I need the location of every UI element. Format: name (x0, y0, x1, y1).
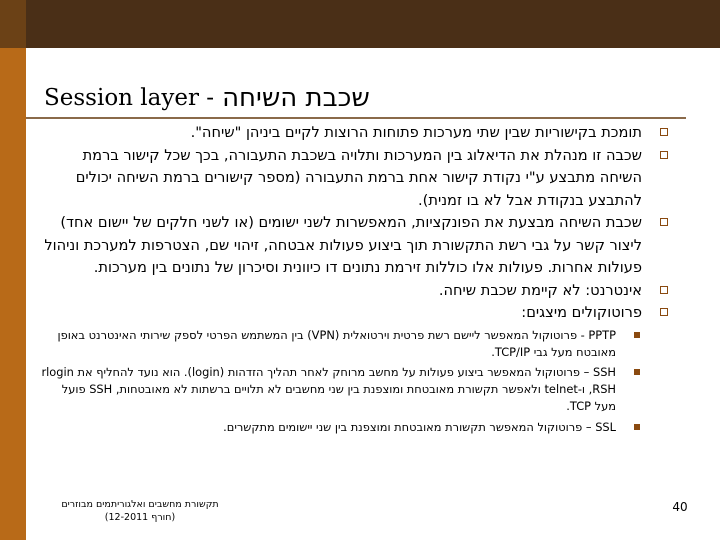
bullet-item (40, 212, 670, 280)
slide-title (44, 78, 664, 118)
bullet-text: שכבת השיחה מבצעת את הפונקציות, המאפשרות לשני ישומים (או לשני חלקים של יישום אחד) ליצור קשר על גבי רשת התקשורת תוך ביצוע פעולות אבטחה, זיהוי שם, הצטרפות למערכת וניהול פעולות אחרות. פעולות אלו כוללות זירמת נתונים דו כיוונית וסיכרון של נתונים בין מערכות. (44, 214, 642, 276)
corner-decorative-block (0, 0, 26, 48)
sub-bullet-text: PPTP - פרוטוקול המאפשר ליישם רשת פרטית וירטואלית (VPN) בין המשתמש הפרטי לספק שירותי האינטרנט באופן מאובטח מעל גבי TCP/IP. (57, 327, 616, 359)
bullet-text: פרוטוקולים מיצגים: (521, 304, 642, 321)
footer-course-info (40, 498, 240, 524)
slide-title-english: Session layer - (44, 85, 215, 111)
left-decorative-bar (0, 0, 26, 540)
square-bullet-icon (660, 128, 668, 136)
slide-content (40, 122, 670, 452)
bullet-item (40, 122, 670, 145)
filled-square-bullet-icon (634, 369, 640, 375)
top-decorative-bar (0, 0, 720, 48)
slide-title-hebrew: שכבת השיחה (222, 83, 370, 113)
title-divider (26, 117, 686, 119)
sub-bullet-item (40, 327, 670, 361)
sub-bullet-list (40, 327, 670, 436)
bullet-item (40, 145, 670, 213)
bullet-item (40, 280, 670, 303)
footer-term: (חורף 12-2011) (104, 512, 176, 523)
bullet-list (40, 122, 670, 325)
square-bullet-icon (660, 286, 668, 294)
bullet-item (40, 302, 670, 325)
sub-bullet-text: SSH – פרוטוקול המאפשר ביצוע פעולות על מחשב מרוחק לאחר תהליך הזדהות (login). הוא נועד להחליף את rlogin ,RSH ו-telnet ולאפשר תקשורת מאובטחת ומוצפנת בין שני מחשבים לא תלויים ברשתות לא מאובטחות, SSH פועל מעל TCP. (41, 364, 616, 414)
bullet-text: אינטרנט: לא קיימת שכבת שיחה. (438, 281, 642, 299)
square-bullet-icon (660, 308, 668, 316)
square-bullet-icon (660, 151, 668, 159)
page-number: 40 (672, 500, 688, 514)
bullet-text: שכבה זו מנהלת את הדיאלוג בין המערכות ותלויה בשכבת התעבורה, בכך שכל קישור ברמת השיחה מתבצע ע"י נקודת קישור אחת ברמת התעבורה (מספר קישורים ברמת השיחה יכולים להתבצע בנקודת אבל לא בו זמנית). (75, 146, 642, 209)
bullet-text: תומכת בקישוריות שבין שתי מערכות פתוחות הרוצות לקיים ביניהן "שיחה". (190, 124, 642, 141)
filled-square-bullet-icon (634, 332, 640, 338)
sub-bullet-item (40, 364, 670, 416)
square-bullet-icon (660, 218, 668, 226)
footer-course-name: תקשורת מחשבים ואלגוריתמים מבוזרים (61, 499, 219, 510)
sub-bullet-item (40, 419, 670, 436)
sub-bullet-text: SSL – פרוטוקול המאפשר תקשורת מאובטחת ומוצפנת בין שני יישומים מתקשרים. (223, 419, 616, 434)
filled-square-bullet-icon (634, 424, 640, 430)
